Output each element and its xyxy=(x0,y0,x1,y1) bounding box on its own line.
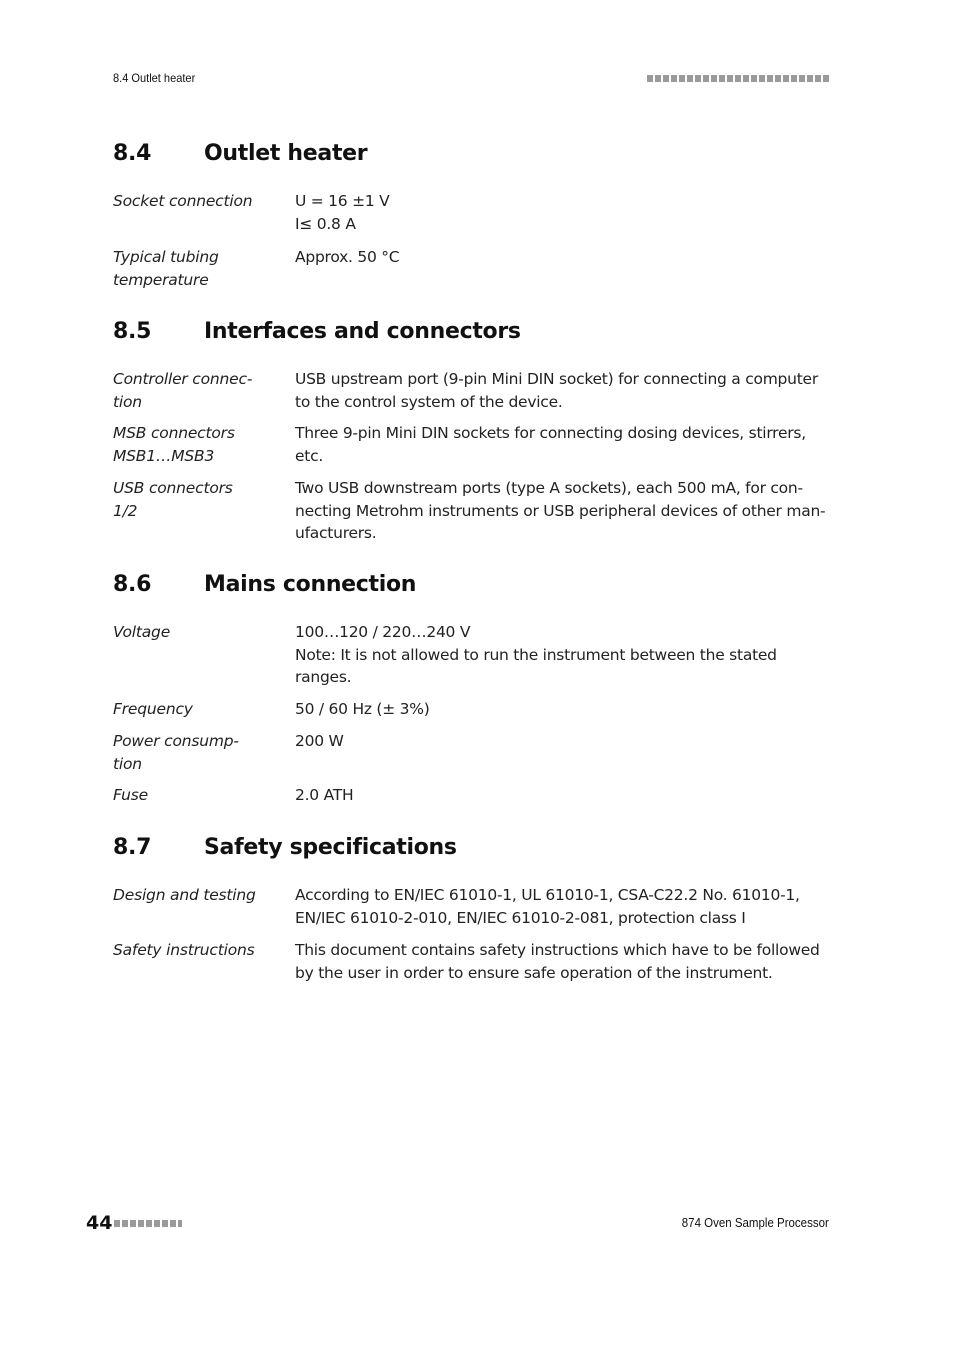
value-line: U = 16 ±1 V xyxy=(295,192,390,210)
section-title: Outlet heater xyxy=(204,141,368,166)
spec-label xyxy=(113,246,283,291)
spec-label xyxy=(113,884,283,907)
value-line: 200 W xyxy=(295,732,344,750)
label-line: MSB1…MSB3 xyxy=(113,446,215,465)
label-line: 1/2 xyxy=(113,501,138,520)
spec-value xyxy=(295,368,818,413)
value-line: 2.0 ATH xyxy=(295,786,354,804)
spec-value xyxy=(295,698,805,721)
label-line: Safety instructions xyxy=(113,941,255,959)
value-line: to the control system of the device. xyxy=(295,392,563,411)
section-heading-mains-connection xyxy=(113,572,416,597)
section-number: 8.4 xyxy=(113,141,152,166)
value-line: by the user in order to ensure safe operation of the instrument. xyxy=(295,963,773,982)
section-title: Interfaces and connectors xyxy=(204,319,521,344)
section-number: 8.6 xyxy=(113,572,152,597)
value-line: Approx. 50 °C xyxy=(295,248,400,266)
spec-label xyxy=(113,784,283,807)
label-line: USB connectors xyxy=(113,479,233,497)
value-line: I≤ 0.8 A xyxy=(295,214,356,233)
value-line: EN/IEC 61010-2-010, EN/IEC 61010-2-081, protection class I xyxy=(295,908,746,927)
footer-decorative-dots xyxy=(114,1220,182,1227)
header-decorative-dots xyxy=(647,75,829,82)
spec-value xyxy=(295,190,805,235)
label-line: Typical tubing xyxy=(113,248,219,266)
label-line: tion xyxy=(113,392,142,411)
label-line: Power consump- xyxy=(113,732,239,750)
label-line: Frequency xyxy=(113,700,193,718)
page-number: 44 xyxy=(86,1212,113,1234)
value-line: According to EN/IEC 61010-1, UL 61010-1, CSA-C22.2 No. 61010-1, xyxy=(295,886,800,904)
spec-value xyxy=(295,477,826,545)
value-line: ranges. xyxy=(295,668,352,686)
label-line: Controller connec- xyxy=(113,370,253,388)
section-heading-outlet-heater xyxy=(113,141,367,166)
section-heading-interfaces-and-connectors xyxy=(113,319,521,344)
value-line: 50 / 60 Hz (± 3%) xyxy=(295,700,430,718)
spec-value xyxy=(295,730,805,753)
spec-value xyxy=(295,422,805,467)
label-line: temperature xyxy=(113,270,209,289)
spec-label xyxy=(113,698,283,721)
value-line: This document contains safety instructions which have to be followed xyxy=(295,941,820,959)
footer-product-name: 874 Oven Sample Processor xyxy=(681,1216,829,1230)
section-number: 8.7 xyxy=(113,835,152,860)
value-line: etc. xyxy=(295,446,324,465)
running-header-section: 8.4 Outlet heater xyxy=(113,71,196,85)
label-line: Design and testing xyxy=(113,886,256,904)
spec-label xyxy=(113,190,283,213)
value-line: USB upstream port (9-pin Mini DIN socket) for connecting a computer xyxy=(295,370,818,388)
spec-label xyxy=(113,939,283,962)
spec-value xyxy=(295,784,805,807)
value-line: ufacturers. xyxy=(295,524,377,542)
section-title: Mains connection xyxy=(204,572,417,597)
spec-value xyxy=(295,884,805,929)
label-line: Fuse xyxy=(113,786,148,804)
spec-label xyxy=(113,422,283,467)
spec-label xyxy=(113,730,283,775)
section-title: Safety specifications xyxy=(204,835,457,860)
value-line: Note: It is not allowed to run the instrument between the stated xyxy=(295,645,777,664)
section-number: 8.5 xyxy=(113,319,152,344)
spec-label xyxy=(113,368,283,413)
section-heading-safety-specifications xyxy=(113,835,457,860)
value-line: 100…120 / 220…240 V xyxy=(295,623,471,641)
label-line: Socket connection xyxy=(113,192,253,210)
value-line: Two USB downstream ports (type A sockets), each 500 mA, for con- xyxy=(295,479,803,497)
label-line: Voltage xyxy=(113,623,171,641)
label-line: MSB connectors xyxy=(113,424,235,442)
spec-value xyxy=(295,246,805,269)
spec-value xyxy=(295,939,820,984)
value-line: necting Metrohm instruments or USB peripheral devices of other man- xyxy=(295,501,826,520)
label-line: tion xyxy=(113,754,142,773)
spec-value xyxy=(295,621,805,689)
spec-label xyxy=(113,621,283,644)
value-line: Three 9-pin Mini DIN sockets for connecting dosing devices, stirrers, xyxy=(295,424,806,442)
spec-label xyxy=(113,477,283,522)
